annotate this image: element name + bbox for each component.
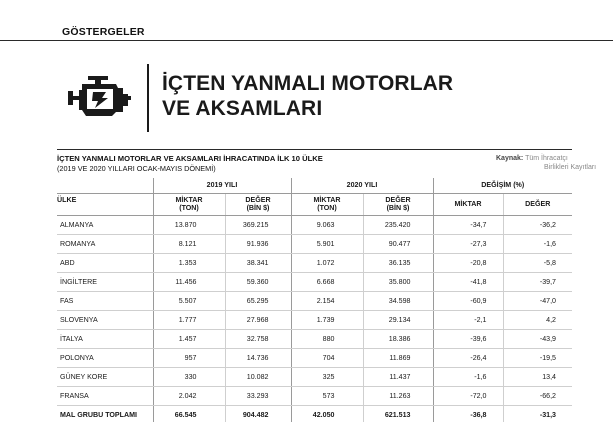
cell-deger-2020: 11.263: [363, 387, 433, 406]
table-total-row: [57, 406, 572, 422]
cell-country: SLOVENYA: [57, 310, 153, 329]
cell-change-miktar: -72,0: [433, 387, 503, 406]
cell-miktar-2020: 9.063: [291, 215, 363, 234]
cell-miktar-2020: 1.072: [291, 253, 363, 272]
cell-miktar-2020: 6.668: [291, 272, 363, 291]
source-label: Kaynak:: [496, 155, 524, 162]
cell-deger-2019: 32.758: [225, 330, 291, 349]
cell-miktar-2019: 330: [153, 368, 225, 387]
cell-change-miktar: -60,9: [433, 291, 503, 310]
column-header-change-miktar: MİKTAR: [433, 193, 503, 215]
cell-deger-2019: 369.215: [225, 215, 291, 234]
column-header-deger-label: DEĞER: [385, 196, 411, 204]
table-row: [57, 368, 572, 387]
cell-miktar-2020: 325: [291, 368, 363, 387]
table-row: [57, 349, 572, 368]
page-title-line-2: VE AKSAMLARI: [162, 97, 323, 120]
cell-miktar-2019: 1.457: [153, 330, 225, 349]
cell-change-deger: -47,0: [503, 291, 572, 310]
section-rule: [0, 40, 613, 41]
table-row: [57, 253, 572, 272]
column-header-deger-2019: [225, 193, 291, 215]
cell-miktar-2019: 2.042: [153, 387, 225, 406]
cell-deger-2019: 27.968: [225, 310, 291, 329]
cell-deger-2020: 36.135: [363, 253, 433, 272]
cell-deger-2020: 29.134: [363, 310, 433, 329]
table-row: [57, 310, 572, 329]
cell-deger-2019: 91.936: [225, 234, 291, 253]
column-header-miktar-label: MİKTAR: [313, 196, 341, 204]
cell-miktar-2020: 5.901: [291, 234, 363, 253]
cell-country: İNGİLTERE: [57, 272, 153, 291]
cell-miktar-2019: 8.121: [153, 234, 225, 253]
cell-change-miktar: -1,6: [433, 368, 503, 387]
group-header-row: [57, 178, 572, 193]
source-line-2: Birlikleri Kayıtları: [544, 164, 597, 171]
column-header-miktar-unit: (TON): [317, 204, 337, 212]
cell-change-deger: 13,4: [503, 368, 572, 387]
cell-change-miktar: -20,8: [433, 253, 503, 272]
cell-miktar-2020: 1.739: [291, 310, 363, 329]
cell-change-deger: -66,2: [503, 387, 572, 406]
cell-miktar-2019: 13.870: [153, 215, 225, 234]
cell-change-deger: -1,6: [503, 234, 572, 253]
column-header-deger-unit: (BİN $): [386, 204, 410, 212]
column-header-miktar-2020: [291, 193, 363, 215]
cell-country: FAS: [57, 291, 153, 310]
cell-miktar-2019: 11.456: [153, 272, 225, 291]
cell-change-deger: 4,2: [503, 310, 572, 329]
cell-change-miktar: -39,6: [433, 330, 503, 349]
cell-change-miktar: -34,7: [433, 215, 503, 234]
column-header-deger-label: DEĞER: [245, 196, 271, 204]
column-header-miktar-unit: (TON): [179, 204, 199, 212]
cell-country: FRANSA: [57, 387, 153, 406]
group-header-2019: 2019 YILI: [153, 178, 291, 193]
table-row: [57, 330, 572, 349]
cell-deger-2019: 65.295: [225, 291, 291, 310]
cell-miktar-2019: 5.507: [153, 291, 225, 310]
group-header-change: DEĞİŞİM (%): [433, 178, 572, 193]
cell-deger-2019: 59.360: [225, 272, 291, 291]
section-label: GÖSTERGELER: [62, 26, 145, 38]
cell-deger-2019: 10.082: [225, 368, 291, 387]
table-subtitle: (2019 VE 2020 YILLARI OCAK-MAYIS DÖNEMİ): [57, 164, 216, 173]
column-header-miktar-2019: [153, 193, 225, 215]
cell-change-deger: -19,5: [503, 349, 572, 368]
page-title-line-1: İÇTEN YANMALI MOTORLAR: [162, 72, 454, 95]
cell-change-miktar: -36,8: [433, 406, 503, 422]
cell-deger-2020: 35.800: [363, 272, 433, 291]
table-body: [57, 215, 572, 422]
cell-deger-2020: 621.513: [363, 406, 433, 422]
cell-change-miktar: -26,4: [433, 349, 503, 368]
source-line-1: Tüm İhracatçı: [525, 155, 568, 162]
cell-country: ABD: [57, 253, 153, 272]
table-row: [57, 215, 572, 234]
table-row: [57, 387, 572, 406]
cell-country: ROMANYA: [57, 234, 153, 253]
title-divider: [147, 64, 149, 132]
page-title: [162, 71, 453, 121]
cell-miktar-2020: 880: [291, 330, 363, 349]
cell-deger-2019: 33.293: [225, 387, 291, 406]
table-title: İÇTEN YANMALI MOTORLAR VE AKSAMLARI İHRACATINDA İLK 10 ÜLKE: [57, 154, 323, 163]
source-note: [496, 154, 596, 172]
cell-deger-2020: 90.477: [363, 234, 433, 253]
column-header-row: [57, 193, 572, 215]
group-header-blank: [57, 178, 153, 193]
table-row: [57, 291, 572, 310]
cell-country: ALMANYA: [57, 215, 153, 234]
cell-miktar-2019: 1.353: [153, 253, 225, 272]
column-header-deger-2020: [363, 193, 433, 215]
cell-change-miktar: -41,8: [433, 272, 503, 291]
cell-country: İTALYA: [57, 330, 153, 349]
export-table: [57, 178, 572, 422]
cell-deger-2019: 14.736: [225, 349, 291, 368]
cell-deger-2019: 904.482: [225, 406, 291, 422]
column-header-miktar-label: MİKTAR: [175, 196, 203, 204]
cell-deger-2019: 38.341: [225, 253, 291, 272]
cell-change-deger: -36,2: [503, 215, 572, 234]
cell-miktar-2019: 1.777: [153, 310, 225, 329]
cell-change-deger: -39,7: [503, 272, 572, 291]
cell-deger-2020: 11.869: [363, 349, 433, 368]
cell-miktar-2020: 704: [291, 349, 363, 368]
cell-deger-2020: 34.598: [363, 291, 433, 310]
column-header-change-deger: DEĞER: [503, 193, 572, 215]
cell-deger-2020: 18.386: [363, 330, 433, 349]
cell-change-miktar: -2,1: [433, 310, 503, 329]
cell-country: MAL GRUBU TOPLAMI: [57, 406, 153, 422]
cell-miktar-2020: 573: [291, 387, 363, 406]
table-row: [57, 234, 572, 253]
cell-miktar-2019: 66.545: [153, 406, 225, 422]
cell-change-deger: -5,8: [503, 253, 572, 272]
cell-deger-2020: 235.420: [363, 215, 433, 234]
cell-country: POLONYA: [57, 349, 153, 368]
cell-miktar-2020: 2.154: [291, 291, 363, 310]
cell-miktar-2020: 42.050: [291, 406, 363, 422]
cell-deger-2020: 11.437: [363, 368, 433, 387]
column-header-deger-unit: (BİN $): [246, 204, 270, 212]
cell-change-deger: -43,9: [503, 330, 572, 349]
cell-change-deger: -31,3: [503, 406, 572, 422]
cell-country: GÜNEY KORE: [57, 368, 153, 387]
table-row: [57, 272, 572, 291]
group-header-2020: 2020 YILI: [291, 178, 433, 193]
table-top-rule: [57, 149, 572, 150]
column-header-country: ÜLKE: [57, 193, 153, 215]
cell-miktar-2019: 957: [153, 349, 225, 368]
cell-change-miktar: -27,3: [433, 234, 503, 253]
engine-icon: [66, 76, 132, 118]
